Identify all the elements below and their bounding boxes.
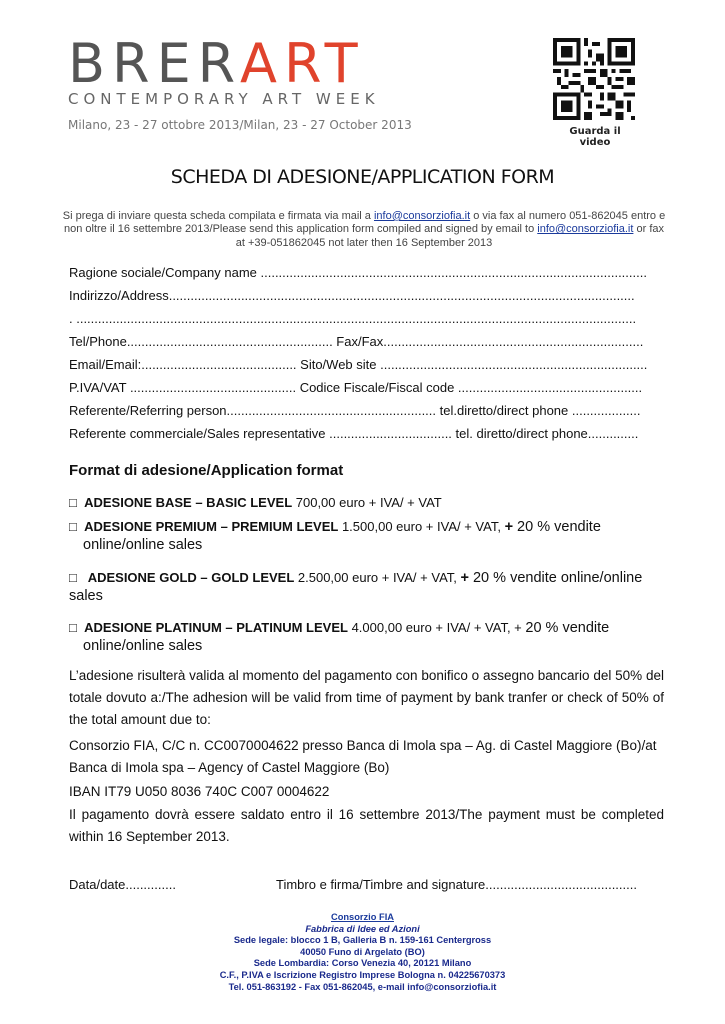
option-base[interactable] <box>69 494 669 511</box>
field-referring-person[interactable]: Referente/Referring person.......................................................... tel.diretto/direct phone ................... <box>69 403 641 418</box>
option-premium[interactable] <box>69 518 683 554</box>
logo-art: ART <box>240 32 365 95</box>
option-platinum[interactable] <box>69 619 683 655</box>
option-name: ADESIONE GOLD – GOLD LEVEL <box>87 570 295 585</box>
option-price: 2.500,00 euro + IVA/ + VAT, <box>294 570 461 585</box>
option-gold[interactable] <box>69 569 669 605</box>
qr-caption: Guarda il video <box>569 126 621 148</box>
field-date[interactable]: Data/date.............. <box>69 877 176 892</box>
footer-line: Sede Lombardia: Corso Venezia 40, 20121 Milano <box>253 958 472 969</box>
checkbox-icon[interactable]: □ <box>69 519 77 534</box>
bank-details: Consorzio FIA, C/C n. CC0070004622 presso Banca di Imola spa – Ag. di Castel Maggiore (Bo)/at Banca di Imola spa – Agency of Castel Maggiore (Bo) <box>69 738 657 775</box>
field-email-website[interactable]: Email/Email:........................................... Sito/Web site .......................................................................... <box>69 357 648 372</box>
footer-line: Sede legale: blocco 1 B, Galleria B n. 159-161 Centergross <box>233 935 492 946</box>
field-vat-fiscal-code[interactable]: P.IVA/VAT .............................................. Codice Fiscale/Fiscal code ................................................... <box>69 380 643 395</box>
option-price: 700,00 euro + IVA/ + VAT <box>292 495 442 510</box>
option-name: ADESIONE BASE – BASIC LEVEL <box>84 495 293 510</box>
option-plus: + <box>504 519 514 535</box>
email-link-1[interactable]: info@consorziofia.it <box>373 210 471 222</box>
payment-terms: L’adesione risulterà valida al momento del pagamento con bonifico o assegno bancario del 50% del totale dovuto a:/The adhesion will be valid from time of payment by bank tranfer or check of 50% of the total amount due to: <box>69 668 664 727</box>
intro-part1: Si prega di inviare questa scheda compilata e firmata via mail a <box>62 210 374 222</box>
logo-subtitle: CONTEMPORARY ART WEEK <box>68 90 380 108</box>
option-plus: + <box>460 570 469 586</box>
field-company-name[interactable]: Ragione sociale/Company name ........................................................................................................... <box>69 265 647 280</box>
payment-deadline: Il pagamento dovrà essere saldato entro il 16 settembre 2013/The payment must be completed within 16 September 2013. <box>69 807 664 844</box>
email-link-2[interactable]: info@consorziofia.it <box>537 223 634 236</box>
footer-line: Tel. 051-863192 - Fax 051-862045, e-mail info@consorziofia.it <box>228 981 497 992</box>
iban: IBAN IT79 U050 8036 740C C007 0004622 <box>69 784 330 799</box>
field-signature[interactable]: Timbro e firma/Timbre and signature.......................................... <box>276 877 637 892</box>
footer-line: 40050 Funo di Argelato (BO) <box>300 946 425 957</box>
footer <box>0 912 725 993</box>
option-name: ADESIONE PLATINUM – PLATINUM LEVEL <box>84 620 348 635</box>
checkbox-icon[interactable]: □ <box>69 495 77 510</box>
intro-text <box>62 210 666 250</box>
intro-part2: o via fax al numero 051-862045 entro e non oltre il 16 settembre 2013/Please send this application form compiled and signed by email to <box>63 210 666 236</box>
qr-code-icon[interactable] <box>553 38 635 120</box>
option-price: 1.500,00 euro + IVA/ + VAT, <box>338 519 505 534</box>
intro-part3: or fax at +39-051862045 not later then 16 September 2013 <box>235 223 664 249</box>
page-title: SCHEDA DI ADESIONE/APPLICATION FORM <box>170 166 555 188</box>
logo-wordmark <box>68 32 412 95</box>
brerart-logo <box>68 32 412 132</box>
event-dates: Milano, 23 - 27 ottobre 2013/Milan, 23 - 27 October 2013 <box>68 118 412 132</box>
field-address-cont[interactable]: . ........................................................................................................................................................... <box>69 311 637 326</box>
field-address[interactable]: Indirizzo/Address................................................................................................................................. <box>69 288 635 303</box>
field-phone-fax[interactable]: Tel/Phone......................................................... Fax/Fax........................................................................ <box>69 334 644 349</box>
option-extra: 20 % vendite online/online sales <box>69 570 643 604</box>
footer-line: C.F., P.IVA e Iscrizione Registro Imprese Bologna n. 04225670373 <box>219 969 506 980</box>
format-heading: Format di adesione/Application format <box>69 462 344 479</box>
field-sales-representative[interactable]: Referente commerciale/Sales representative .................................. tel. diretto/direct phone.............. <box>69 426 639 441</box>
checkbox-icon[interactable]: □ <box>69 620 77 635</box>
logo-brer: BRER <box>68 32 241 95</box>
option-extra: 20 % vendite online/online sales <box>83 620 610 654</box>
option-price: 4.000,00 euro + IVA/ + VAT, + <box>347 620 526 635</box>
footer-org-link[interactable]: Consorzio FIA <box>330 912 394 922</box>
footer-tagline: Fabbrica di Idee ed Azioni <box>305 923 420 934</box>
option-name: ADESIONE PREMIUM – PREMIUM LEVEL <box>84 519 339 534</box>
checkbox-icon[interactable]: □ <box>69 570 77 585</box>
option-extra: 20 % vendite online/online sales <box>83 519 601 553</box>
